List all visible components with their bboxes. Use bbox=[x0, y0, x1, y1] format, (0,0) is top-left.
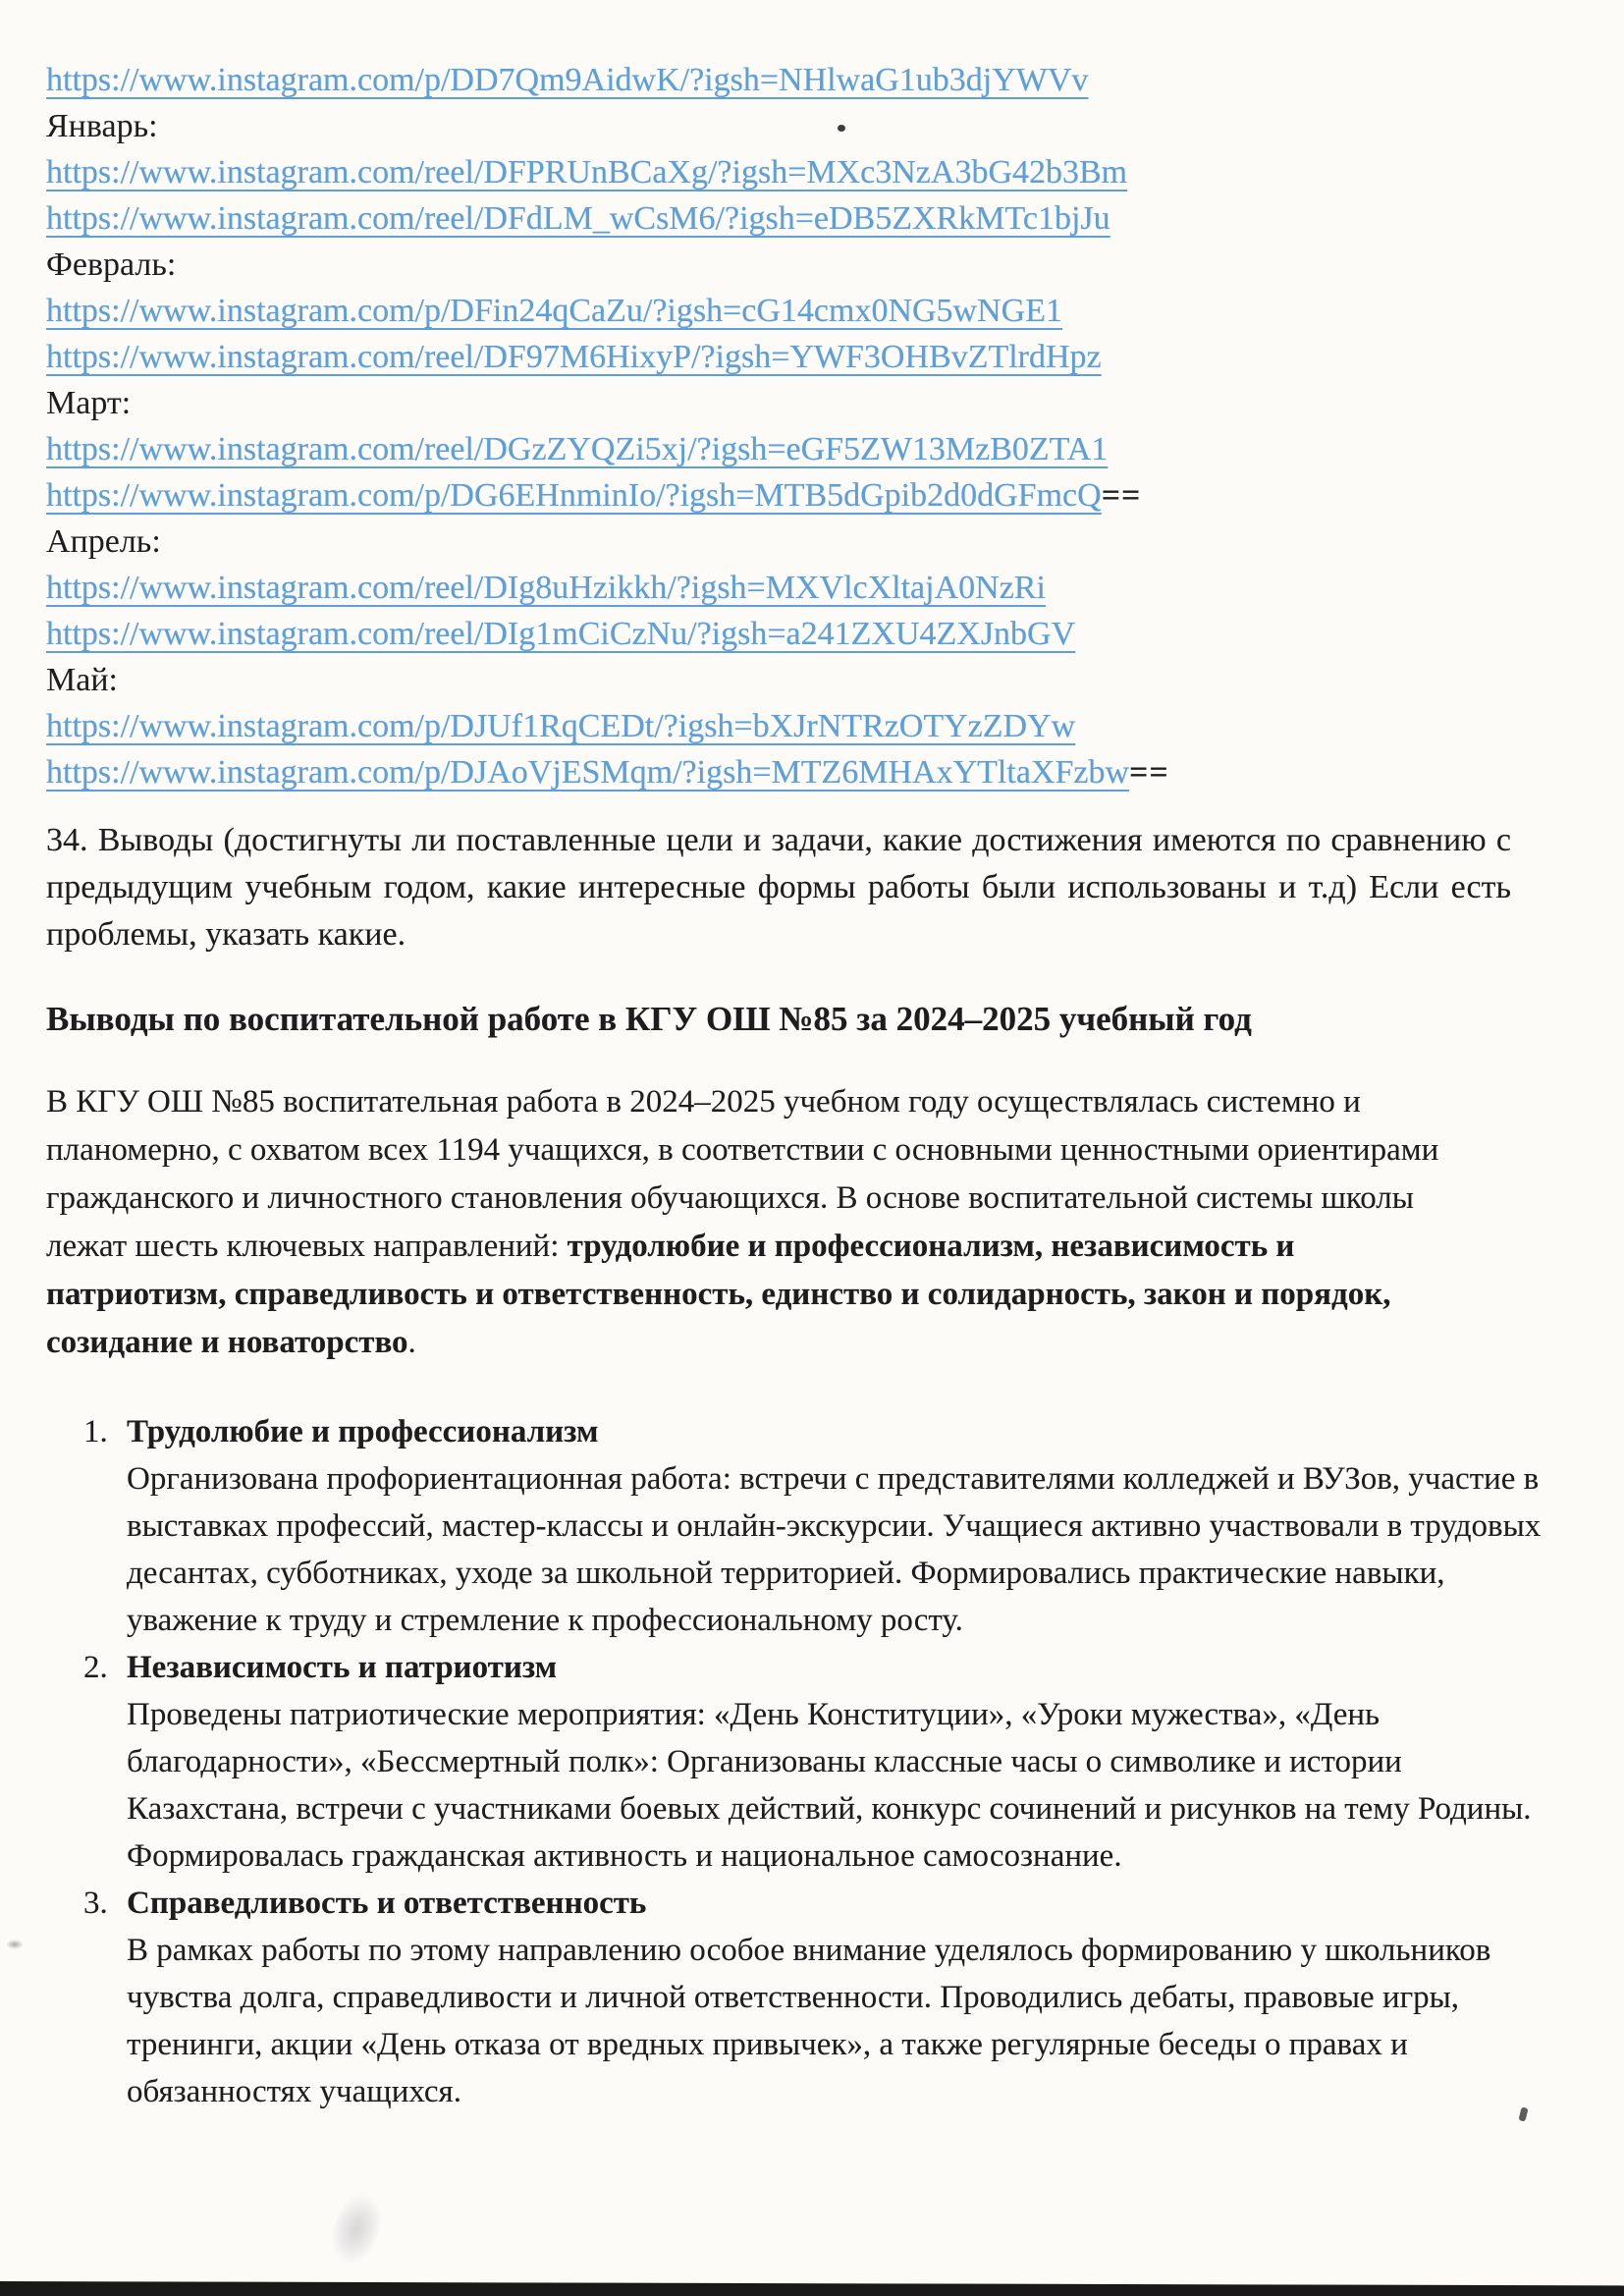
scan-edge-mark bbox=[6, 1940, 24, 1949]
list-item-title: Справедливость и ответственность bbox=[127, 1886, 647, 1921]
instagram-link[interactable]: https://www.instagram.com/p/DJAoVjESMqm/?igsh=MTZ6MHAxYTltaXFzbw bbox=[46, 754, 1130, 791]
list-item-body: Организована профориентационная работа: встречи с представителями колледжей и ВУЗов, участие в выставках профессий, мастер-классы и онлайн-экскурсии. Учащиеся активно участвовали в трудовых десантах, субботниках, уходе за школьной территорией. Формировались практические навыки, уважение к труду и стремление к профессиональному росту. bbox=[127, 1461, 1542, 1638]
list-item-number: 2. bbox=[83, 1650, 108, 1685]
list-item-title: Независимость и патриотизм bbox=[127, 1650, 558, 1685]
instagram-link[interactable]: https://www.instagram.com/p/DFin24qCaZu/?igsh=cG14cmx0NG5wNGE1 bbox=[46, 293, 1062, 329]
link-suffix: == bbox=[1129, 754, 1169, 791]
link-line bbox=[46, 288, 1555, 334]
instagram-link[interactable]: https://www.instagram.com/reel/DGzZYQZi5xj/?igsh=eGF5ZW13MzB0ZTA1 bbox=[46, 431, 1109, 467]
link-suffix: == bbox=[1101, 477, 1142, 514]
list-item-content bbox=[127, 1408, 1552, 1644]
instagram-link[interactable]: https://www.instagram.com/p/DG6EHnminIo/?igsh=MTB5dGpib2d0dGFmcQ bbox=[46, 477, 1102, 514]
link-line bbox=[46, 195, 1555, 242]
instagram-links-block bbox=[46, 57, 1555, 795]
list-item-body: В рамках работы по этому направлению особое внимание уделялось формированию у школьников чувства долга, справедливости и личной ответственности. Проводились дебаты, правовые игры, тренинги, акции «День отказа от вредных привычек», а также регулярные беседы о правах и обязанностях учащихся. bbox=[127, 1933, 1491, 2109]
section-34-paragraph: 34. Выводы (достигнуты ли поставленные цели и задачи, какие достижения имеются по сравнению с предыдущим учебным годом, какие интересные формы работы были использованы и т.д) Если есть проблемы, указать какие. bbox=[46, 822, 1511, 953]
link-line bbox=[46, 334, 1555, 380]
conclusions-intro-paragraph bbox=[46, 1078, 1482, 1367]
intro-normal-text: В КГУ ОШ №85 воспитательная работа в 2024–2025 учебном году осуществлялась системно и планомерно, с охватом всех 1194 учащихся, в соответствии с основными ценностными ориентирами гражданского и личностного становления обучающихся. В основе воспитательной системы школы лежат шесть ключевых направлений: bbox=[46, 1084, 1439, 1264]
list-item bbox=[83, 1408, 1555, 1644]
scan-edge-bar bbox=[0, 2281, 1624, 2296]
list-item bbox=[83, 1880, 1555, 2115]
list-item bbox=[83, 1644, 1555, 1880]
month-label-may: Май: bbox=[46, 662, 118, 698]
scan-smudge bbox=[324, 2190, 388, 2269]
list-item-content bbox=[127, 1880, 1552, 2115]
link-line bbox=[46, 749, 1555, 795]
scan-ink-dot bbox=[838, 125, 845, 132]
link-line bbox=[46, 565, 1555, 611]
list-item-body: Проведены патриотические мероприятия: «День Конституции», «Уроки мужества», «День благодарности», «Бессмертный полк»: Организованы классные часы о символике и истории Казахстана, встречи с участниками боевых действий, конкурс сочинений и рисунков на тему Родины. Формировалась гражданская активность и национальное самосознание. bbox=[127, 1697, 1532, 1874]
instagram-link[interactable]: https://www.instagram.com/reel/DFPRUnBCaXg/?igsh=MXc3NzA3bG42b3Bm bbox=[46, 154, 1128, 191]
list-item-number: 3. bbox=[83, 1886, 108, 1921]
link-line bbox=[46, 703, 1555, 749]
link-line bbox=[46, 426, 1555, 472]
month-label-january: Январь: bbox=[46, 108, 158, 144]
list-item-number: 1. bbox=[83, 1414, 108, 1449]
instagram-link[interactable]: https://www.instagram.com/reel/DIg8uHzikkh/?igsh=MXVlcXltajA0NzRi bbox=[46, 570, 1046, 606]
link-line bbox=[46, 149, 1555, 195]
month-label-march: Март: bbox=[46, 385, 132, 421]
month-label-april: Апрель: bbox=[46, 523, 161, 560]
link-line bbox=[46, 472, 1555, 519]
list-item-content bbox=[127, 1644, 1552, 1880]
intro-bold-text: трудолюбие и профессионализм, независимость и патриотизм, справедливость и ответственность, единство и солидарность, закон и порядок, созидание и новаторство bbox=[46, 1229, 1391, 1360]
list-item-title: Трудолюбие и профессионализм bbox=[127, 1414, 599, 1449]
instagram-link[interactable]: https://www.instagram.com/reel/DF97M6HixyP/?igsh=YWF3OHBvZTlrdHpz bbox=[46, 339, 1102, 375]
link-line bbox=[46, 611, 1555, 657]
instagram-link[interactable]: https://www.instagram.com/p/DJUf1RqCEDt/?igsh=bXJrNTRzOTYzZDYw bbox=[46, 708, 1076, 744]
instagram-link[interactable]: https://www.instagram.com/p/DD7Qm9AidwK/?igsh=NHlwaG1ub3djYWVv bbox=[46, 62, 1089, 98]
instagram-link[interactable]: https://www.instagram.com/reel/DFdLM_wCsM6/?igsh=eDB5ZXRkMTc1bjJu bbox=[46, 200, 1110, 237]
month-label-february: Февраль: bbox=[46, 246, 177, 283]
intro-tail-text: . bbox=[407, 1325, 416, 1360]
directions-list bbox=[83, 1408, 1555, 2115]
instagram-link[interactable]: https://www.instagram.com/reel/DIg1mCiCzNu/?igsh=a241ZXU4ZXJnbGV bbox=[46, 616, 1076, 652]
conclusions-heading: Выводы по воспитательной работе в КГУ ОШ №85 за 2024–2025 учебный год bbox=[46, 1000, 1252, 1038]
link-line bbox=[46, 57, 1555, 103]
